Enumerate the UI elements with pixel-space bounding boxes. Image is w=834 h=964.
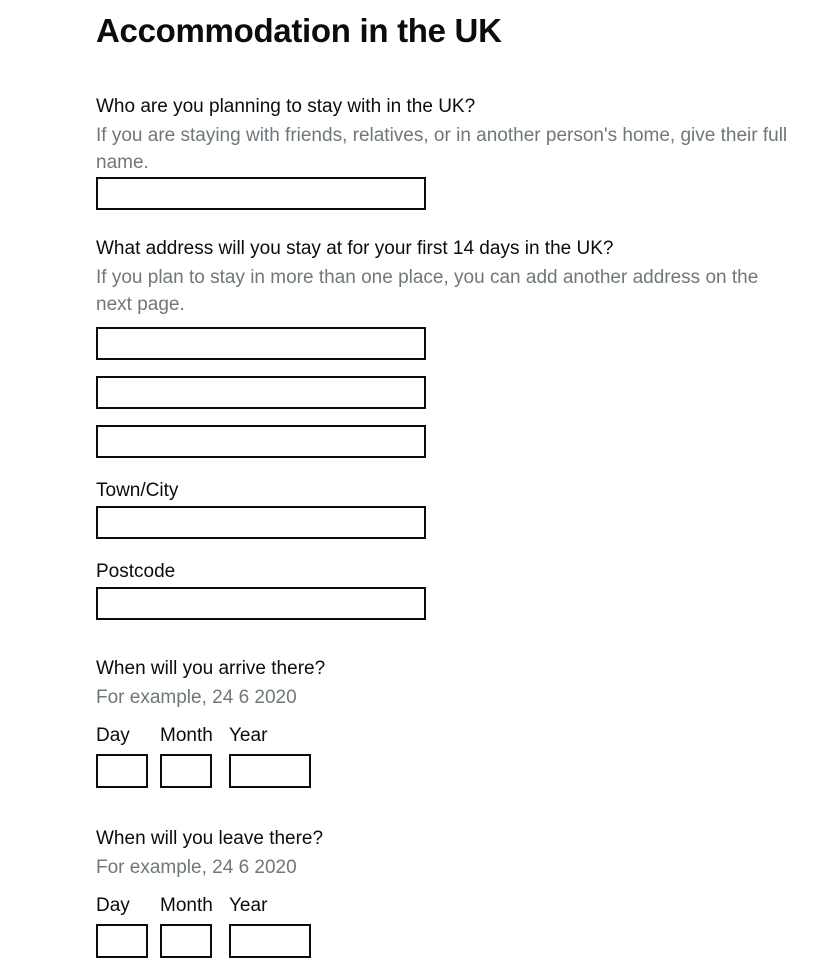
leave-day-input[interactable] <box>96 924 148 958</box>
arrive-day-label: Day <box>96 725 130 746</box>
leave-month-label: Month <box>160 895 213 916</box>
arrive-date-hint: For example, 24 6 2020 <box>96 687 297 708</box>
leave-year-input[interactable] <box>229 924 311 958</box>
arrive-month-label: Month <box>160 725 213 746</box>
postcode-label: Postcode <box>96 561 176 582</box>
arrive-month-input[interactable] <box>160 754 212 788</box>
address-line1-input[interactable] <box>96 327 426 360</box>
address-line2-input[interactable] <box>96 376 426 409</box>
leave-month-input[interactable] <box>160 924 212 958</box>
leave-date-row <box>96 894 794 958</box>
leave-month-field <box>160 894 212 958</box>
arrive-year-input[interactable] <box>229 754 311 788</box>
arrive-date-label: When will you arrive there? <box>96 658 326 679</box>
page-title: Accommodation in the UK <box>96 12 502 49</box>
address-label: What address will you stay at for your first 14 days in the UK? <box>96 238 614 259</box>
arrive-month-field <box>160 724 212 788</box>
arrive-year-label: Year <box>229 725 268 746</box>
postcode-input[interactable] <box>96 587 426 620</box>
address-line3-input[interactable] <box>96 425 426 458</box>
stay-with-input[interactable] <box>96 177 426 210</box>
leave-year-field <box>229 894 311 958</box>
leave-date-group <box>96 826 794 958</box>
stay-with-hint: If you are staying with friends, relatives, or in another person's home, give their full name. <box>96 125 788 173</box>
leave-date-label: When will you leave there? <box>96 828 324 849</box>
town-city-label: Town/City <box>96 480 179 501</box>
leave-date-hint: For example, 24 6 2020 <box>96 857 297 878</box>
leave-day-field <box>96 894 148 958</box>
town-city-input[interactable] <box>96 506 426 539</box>
stay-with-group <box>96 94 794 210</box>
arrive-date-row <box>96 724 794 788</box>
address-group <box>96 236 794 620</box>
leave-day-label: Day <box>96 895 130 916</box>
arrive-day-field <box>96 724 148 788</box>
address-hint: If you plan to stay in more than one place, you can add another address on the next page. <box>96 267 759 315</box>
leave-year-label: Year <box>229 895 268 916</box>
arrive-year-field <box>229 724 311 788</box>
arrive-date-group <box>96 656 794 788</box>
stay-with-label: Who are you planning to stay with in the UK? <box>96 96 476 117</box>
arrive-day-input[interactable] <box>96 754 148 788</box>
